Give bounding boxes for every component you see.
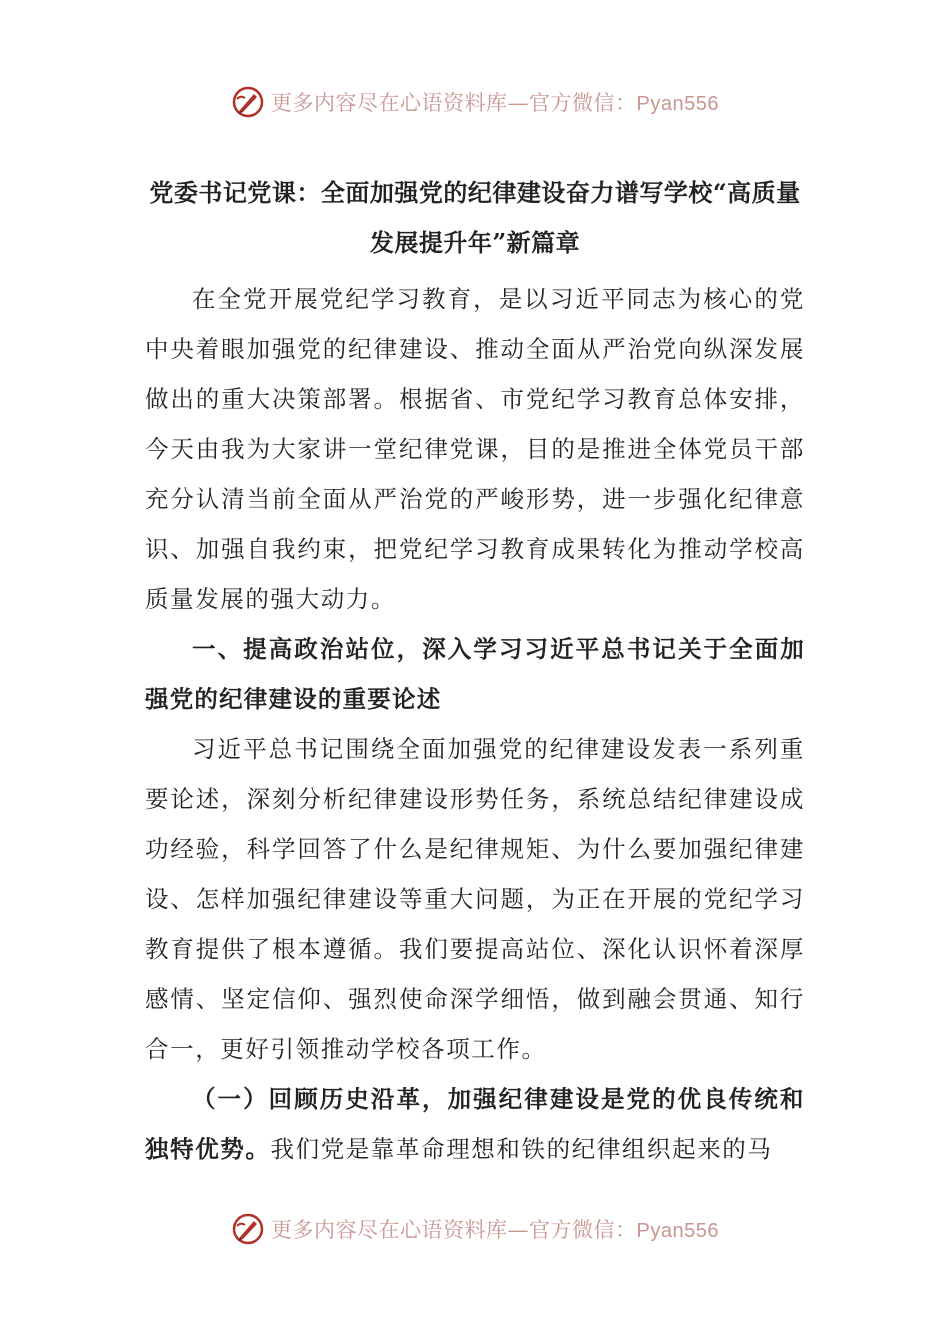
subsection-1-paragraph	[145, 1074, 805, 1174]
intro-paragraph: 在全党开展党纪学习教育，是以习近平同志为核心的党中央着眼加强党的纪律建设、推动全面从严治党向纵深发展做出的重大决策部署。根据省、市党纪学习教育总体安排，今天由我为大家讲一堂纪律党课，目的是推进全体党员干部充分认清当前全面从严治党的严峻形势，进一步强化纪律意识、加强自我约束，把党纪学习教育成果转化为推动学校高质量发展的强大动力。	[145, 285, 805, 613]
banner-inner-footer	[231, 1212, 719, 1246]
banner-handle: Pyan556	[636, 93, 719, 115]
footer-banner	[0, 1209, 950, 1249]
pen-seal-icon	[231, 1212, 265, 1246]
document-title: 党委书记党课：全面加强党的纪律建设奋力谱写学校“高质量发展提升年”新篇章	[149, 178, 801, 257]
banner-inner	[231, 85, 719, 119]
pen-seal-icon	[231, 85, 265, 119]
banner-text	[271, 87, 719, 117]
section-1-heading: 一、提高政治站位，深入学习习近平总书记关于全面加强党的纪律建设的重要论述	[145, 635, 805, 713]
document-body	[145, 168, 805, 1174]
section-1-paragraph: 习近平总书记围绕全面加强党的纪律建设发表一系列重要论述，深刻分析纪律建设形势任务，系统总结纪律建设成功经验，科学回答了什么是纪律规矩、为什么要加强纪律建设、怎样加强纪律建设等重大问题，为正在开展的党纪学习教育提供了根本遵循。我们要提高站位、深化认识怀着深厚感情、坚定信仰、强烈使命深学细悟，做到融会贯通、知行合一，更好引领推动学校各项工作。	[145, 735, 805, 1063]
header-banner	[0, 82, 950, 122]
banner-handle-footer: Pyan556	[636, 1220, 719, 1242]
banner-label-footer: 更多内容尽在心语资料库—官方微信：	[271, 1218, 637, 1242]
banner-text-footer	[271, 1214, 719, 1244]
subsection-1-heading: （一）回顾历史沿革，加强纪律建设是党的优良传统和独特优势。	[145, 1085, 805, 1163]
subsection-1-text: 我们党是靠革命理想和铁的纪律组织起来的马	[270, 1135, 773, 1163]
banner-label: 更多内容尽在心语资料库—官方微信：	[271, 91, 637, 115]
